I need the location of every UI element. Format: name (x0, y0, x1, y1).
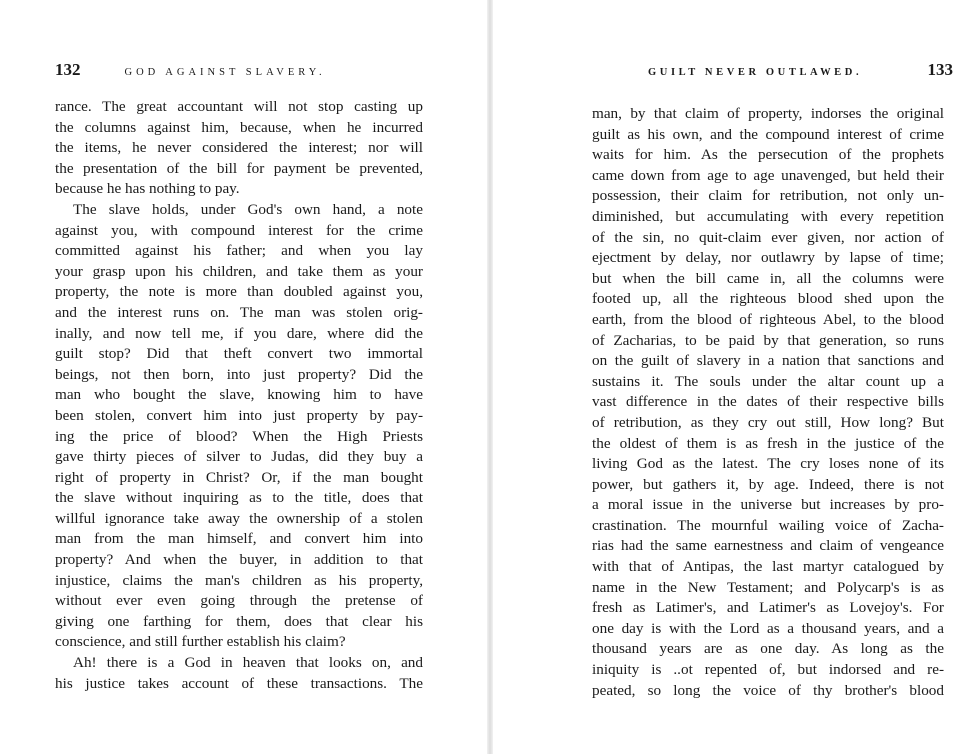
left-page-header (55, 60, 425, 88)
text-line: came down from age to age unavenged, but held their (592, 166, 944, 184)
right-page-header (648, 60, 953, 88)
text-line: conscience, and still further establish his claim? (55, 633, 346, 651)
text-line: inally, and now tell me, if you dare, where did the (55, 324, 423, 342)
text-line: ing the price of blood? When the High Priests (55, 427, 423, 445)
text-line: the columns against him, because, when he incurred (55, 118, 423, 136)
text-line: iniquity is ..ot repented of, but indorsed and re- (592, 661, 944, 679)
text-line: rance. The great accountant will not stop casting up (55, 98, 423, 115)
left-page-body (55, 97, 423, 694)
page-number: 132 (55, 60, 81, 79)
text-line: property, the note is more than doubled against you, (55, 283, 423, 301)
text-line: rias had the same earnestness and claim of vengeance (592, 537, 944, 555)
text-line: guilt as his own, and the compound interest of crime (592, 125, 944, 143)
text-line: guilt stop? Did that theft convert two immortal (55, 345, 423, 363)
text-line: beings, not then born, into just property? Did the (55, 365, 423, 383)
text-line: man from the man himself, and convert him into (55, 530, 423, 548)
text-line: peated, so long the voice of thy brother's blood (592, 681, 944, 699)
text-line: footed up, all the righteous blood shed upon the (592, 290, 944, 308)
text-line: crastination. The mournful wailing voice of Zacha- (592, 516, 944, 534)
text-line: but when the bill came in, all the columns were (592, 269, 944, 287)
right-page-body (592, 104, 944, 701)
text-line: a moral issue in the universe but increases by pro- (592, 496, 944, 514)
text-line: the slave without inquiring as to the title, does that (55, 489, 423, 507)
text-line: possession, their claim for retribution, not only un- (592, 187, 944, 205)
text-line: and the interest runs on. The man was stolen orig- (55, 303, 423, 321)
text-line: living God as the latest. The cry loses none of its (592, 455, 944, 473)
text-line: thousand years are as one day. As long as the (592, 640, 944, 658)
text-line: property? And when the buyer, in addition to that (55, 551, 423, 569)
text-line: because he has nothing to pay. (55, 180, 240, 198)
text-line: sustains it. The souls under the altar count up a (592, 372, 944, 390)
text-line: Ah! there is a God in heaven that looks on, and (73, 654, 423, 672)
running-title: GUILT NEVER OUTLAWED. (648, 67, 863, 78)
text-line: The slave holds, under God's own hand, a note (73, 200, 423, 218)
text-line: of the sin, no quit-claim ever given, nor action of (592, 228, 944, 246)
text-line: gave thirty pieces of silver to Judas, did they buy a (55, 448, 423, 466)
text-line: waits for him. As the persecution of the prophets (592, 146, 944, 164)
text-line: one day is with the Lord as a thousand years, and a (592, 619, 944, 637)
text-line: his justice takes account of these transactions. The (55, 674, 423, 692)
text-line: of Zacharias, to be paid by that generation, so runs (592, 331, 944, 349)
text-line: of retribution, as they cry out still, How long? But (592, 413, 944, 431)
text-line: vast difference in the dates of their respective bills (592, 393, 944, 411)
text-line: power, but gathers it, by age. Indeed, there is not (592, 475, 944, 493)
text-line: been stolen, convert him into just property by pay- (55, 406, 423, 424)
text-line: against you, with compound interest for the crime (55, 221, 423, 239)
text-line: the presentation of the bill for payment be prevented, (55, 159, 423, 177)
text-line: the oldest of them is as fresh in the justice of the (592, 434, 944, 452)
text-line: willful ignorance take away the ownership of a stolen (55, 509, 423, 527)
text-line: diminished, but accumulating with every repetition (592, 207, 944, 225)
right-page (490, 0, 980, 754)
text-line: earth, from the blood of righteous Abel, to the blood (592, 310, 944, 328)
text-line: fresh as Latimer's, and Latimer's as Lovejoy's. For (592, 599, 944, 617)
running-title: GOD AGAINST SLAVERY. (124, 67, 326, 78)
page-number: 133 (927, 60, 953, 79)
text-line: committed against his father; and when you lay (55, 242, 423, 260)
text-line: ejectment by delay, nor outlawry by lapse of time; (592, 249, 944, 267)
text-line: with that of Antipas, the last martyr catalogued by (592, 558, 944, 576)
text-line: name in the New Testament; and Polycarp's is as (592, 578, 944, 596)
text-line: man who bought the slave, knowing him to have (55, 386, 423, 404)
text-line: injustice, claims the man's children as his property, (55, 571, 423, 589)
text-line: on the guilt of slavery in a nation that sanctions and (592, 352, 944, 370)
text-line: the items, he never considered the interest; nor will (55, 139, 423, 157)
text-line: your grasp upon his children, and take them as your (55, 262, 423, 280)
text-line: right of property in Christ? Or, if the man bought (55, 468, 423, 486)
text-line: without ever even going through the pretense of (55, 592, 423, 610)
text-line: man, by that claim of property, indorses the original (592, 105, 944, 122)
text-line: giving one farthing for them, does that clear his (55, 612, 423, 630)
